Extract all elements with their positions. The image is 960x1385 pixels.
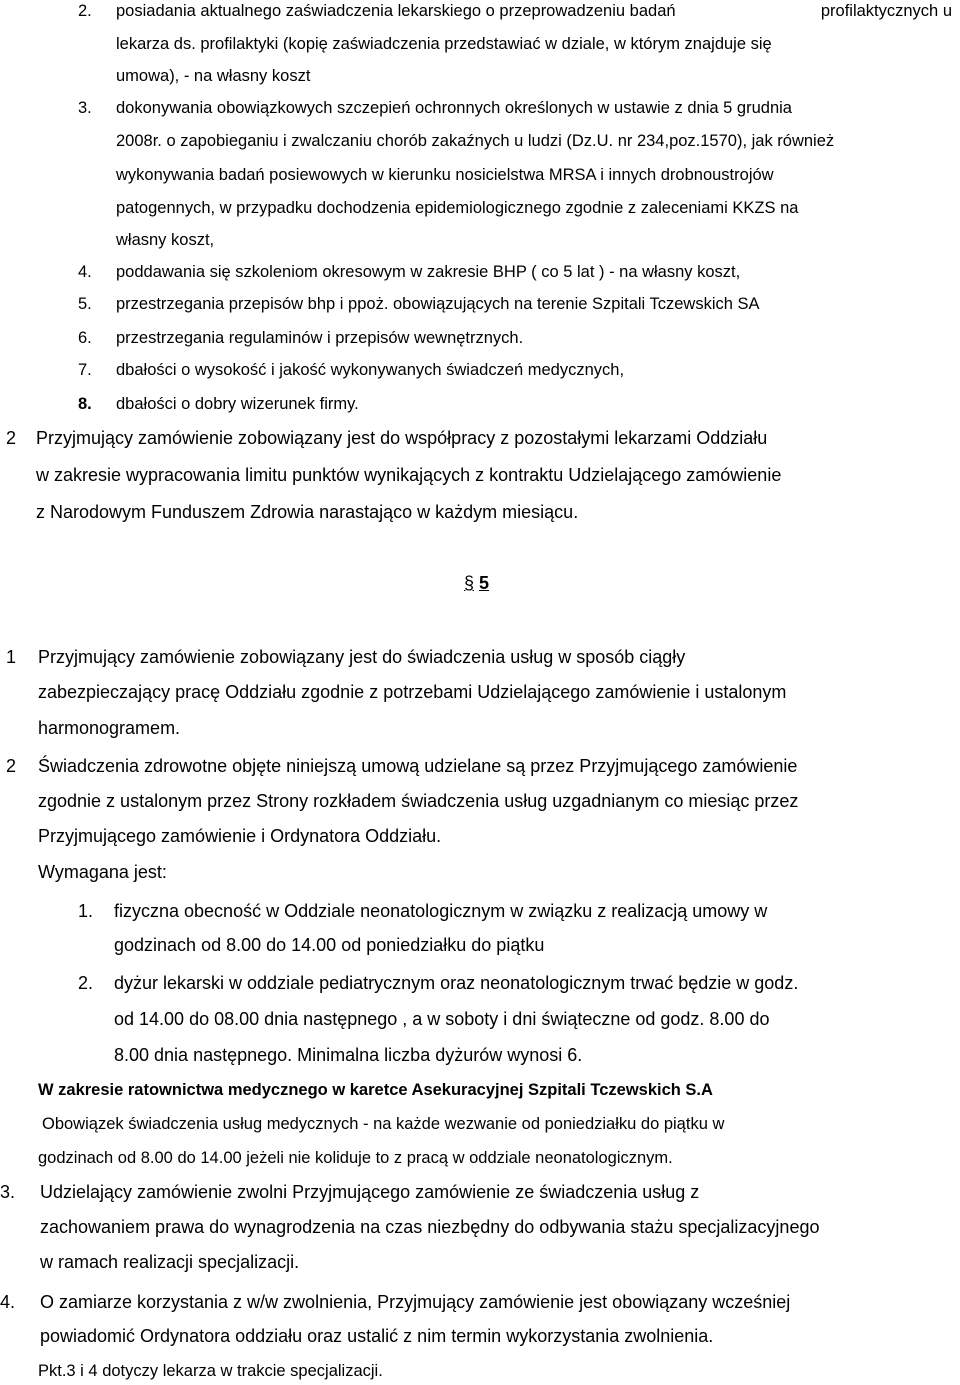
point-3-line-3: w ramach realizacji specjalizacji. xyxy=(40,1252,300,1272)
point-3-line-2: zachowaniem prawa do wynagrodzenia na czas niezbędny do odbywania stażu specjalizacyjnego xyxy=(40,1217,820,1237)
required-1-line-2: godzinach od 8.00 do 14.00 od poniedziałku do piątku xyxy=(114,935,545,955)
para-2-line-2: w zakresie wypracowania limitu punktów wynikających z kontraktu Udzielającego zamówienie xyxy=(36,465,782,485)
point-2-line-1: Świadczenia zdrowotne objęte niniejszą umową udzielane są przez Przyjmującego zamówienie xyxy=(38,756,798,776)
required-2-line-1: dyżur lekarski w oddziale pediatrycznym oraz neonatologicznym trwać będzie w godz. xyxy=(114,973,799,993)
section-sign: § xyxy=(464,573,475,593)
item-6-number: 6. xyxy=(78,329,92,347)
item-2-line-1: posiadania aktualnego zaświadczenia lekarskiego o przeprowadzeniu badań profilaktycznych u xyxy=(116,2,952,20)
rescue-heading: W zakresie ratownictwa medycznego w karetce Asekuracyjnej Szpitali Tczewskich S.A xyxy=(38,1081,713,1099)
item-2-line-2: lekarza ds. profilaktyki (kopię zaświadczenia przedstawiać w dziale, w którym znajduje się xyxy=(116,35,772,53)
item-8-text: dbałości o dobry wizerunek firmy. xyxy=(116,395,359,413)
item-3-line-1: dokonywania obowiązkowych szczepień ochronnych określonych w ustawie z dnia 5 grudnia xyxy=(116,99,792,117)
para-2-number: 2 xyxy=(6,428,17,448)
item-6-text: przestrzegania regulaminów i przepisów wewnętrznych. xyxy=(116,329,524,347)
item-8-number: 8. xyxy=(78,395,92,413)
item-2-number: 2. xyxy=(78,2,92,20)
required-1-line-1: fizyczna obecność w Oddziale neonatologicznym w związku z realizacją umowy w xyxy=(114,901,768,921)
specialization-note: Pkt.3 i 4 dotyczy lekarza w trakcie specjalizacji. xyxy=(38,1362,383,1380)
item-7-text: dbałości o wysokość i jakość wykonywanych świadczeń medycznych, xyxy=(116,361,625,379)
item-4-text: poddawania się szkoleniom okresowym w zakresie BHP ( co 5 lat ) - na własny koszt, xyxy=(116,263,741,281)
item-3-line-3: wykonywania badań posiewowych w kierunku nosicielstwa MRSA i innych drobnoustrojów xyxy=(116,166,774,184)
item-3-line-2: 2008r. o zapobieganiu i zwalczaniu chorób zakaźnych u ludzi (Dz.U. nr 234,poz.1570), jak również xyxy=(116,132,835,150)
section-number: 5 xyxy=(479,573,490,593)
point-1-line-2: zabezpieczający pracę Oddziału zgodnie z potrzebami Udzielającego zamówienie i ustalonym xyxy=(38,682,787,702)
item-2-line-3: umowa), - na własny koszt xyxy=(116,67,311,85)
para-2-line-3: z Narodowym Funduszem Zdrowia narastająco w każdym miesiącu. xyxy=(36,502,579,522)
item-4-number: 4. xyxy=(78,263,92,281)
item-3-number: 3. xyxy=(78,99,92,117)
point-2-line-3: Przyjmującego zamówienie i Ordynatora Oddziału. xyxy=(38,826,442,846)
item-3-line-4: patogennych, w przypadku dochodzenia epidemiologicznego zgodnie z zaleceniami KKZS na xyxy=(116,199,799,217)
point-3-number: 3. xyxy=(0,1182,16,1202)
required-2-line-3: 8.00 dnia następnego. Minimalna liczba dyżurów wynosi 6. xyxy=(114,1045,583,1065)
rescue-line-1: Obowiązek świadczenia usług medycznych - na każde wezwanie od poniedziałku do piątku w xyxy=(42,1115,725,1133)
point-1-number: 1 xyxy=(6,647,17,667)
point-3-line-1: Udzielający zamówienie zwolni Przyjmującego zamówienie ze świadczenia usług z xyxy=(40,1182,700,1202)
point-1-line-3: harmonogramem. xyxy=(38,718,181,738)
item-3-line-5: własny koszt, xyxy=(116,231,215,249)
item-5-number: 5. xyxy=(78,295,92,313)
section-heading xyxy=(464,573,489,594)
required-label: Wymagana jest: xyxy=(38,862,167,882)
para-2-line-1: Przyjmujący zamówienie zobowiązany jest do współpracy z pozostałymi lekarzami Oddziału xyxy=(36,428,768,448)
required-2-number: 2. xyxy=(78,973,94,993)
item-5-text: przestrzegania przepisów bhp i ppoż. obowiązujących na terenie Szpitali Tczewskich SA xyxy=(116,295,760,313)
required-2-line-2: od 14.00 do 08.00 dnia następnego , a w soboty i dni świąteczne od godz. 8.00 do xyxy=(114,1009,770,1029)
item-7-number: 7. xyxy=(78,361,92,379)
point-4-line-2: powiadomić Ordynatora oddziału oraz ustalić z nim termin wykorzystania zwolnienia. xyxy=(40,1326,714,1346)
point-2-line-2: zgodnie z ustalonym przez Strony rozkładem świadczenia usług uzgadnianym co miesiąc przez xyxy=(38,791,799,811)
point-1-line-1: Przyjmujący zamówienie zobowiązany jest do świadczenia usług w sposób ciągły xyxy=(38,647,686,667)
rescue-line-2: godzinach od 8.00 do 14.00 jeżeli nie koliduje to z pracą w oddziale neonatologicznym. xyxy=(38,1149,673,1167)
point-4-line-1: O zamiarze korzystania z w/w zwolnienia, Przyjmujący zamówienie jest obowiązany wcześniej xyxy=(40,1292,791,1312)
point-4-number: 4. xyxy=(0,1292,16,1312)
point-2-number: 2 xyxy=(6,756,17,776)
required-1-number: 1. xyxy=(78,901,94,921)
